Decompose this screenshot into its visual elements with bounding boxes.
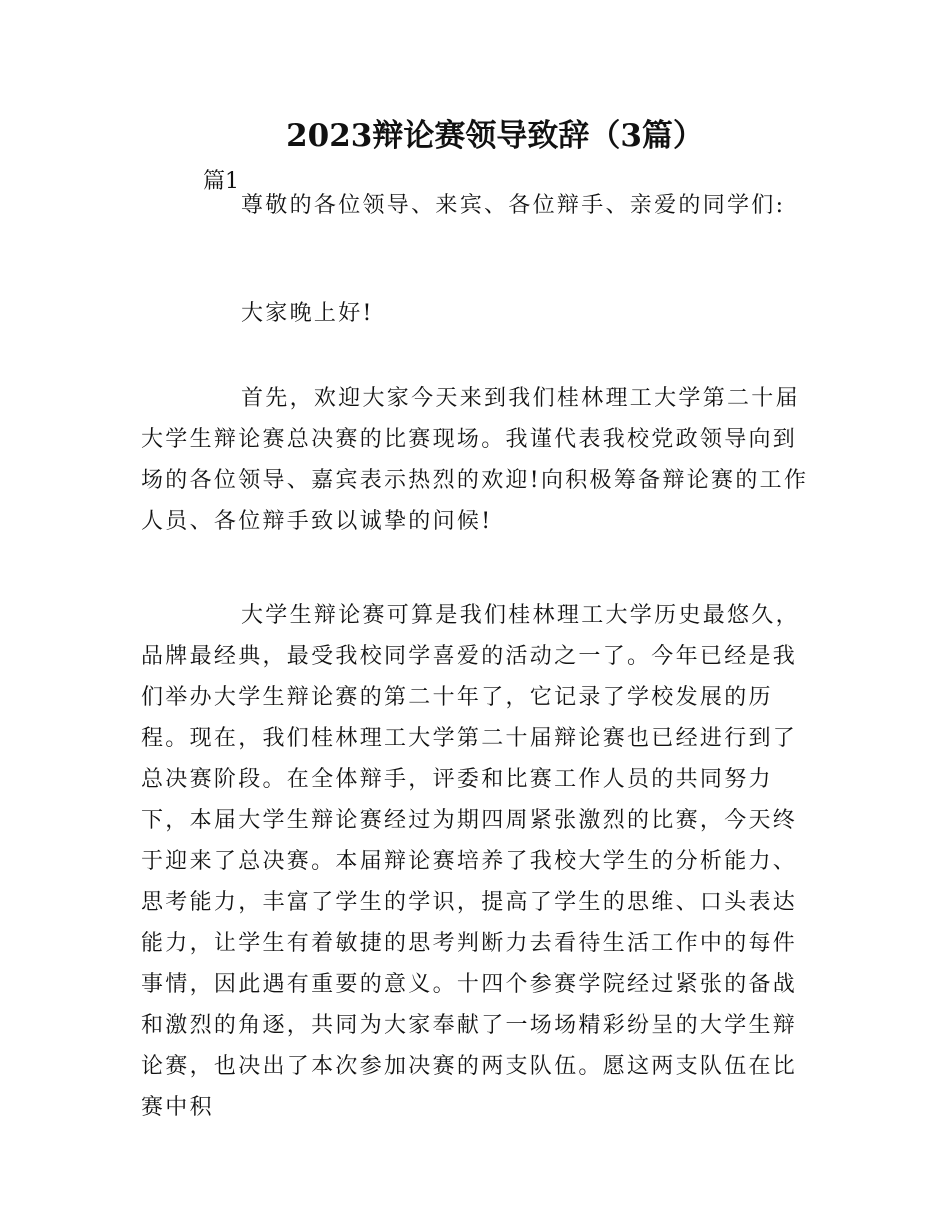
section-label: 篇1 — [203, 169, 239, 194]
paragraph-history: 大学生辩论赛可算是我们桂林理工大学历史最悠久，品牌最经典，最受我校同学喜爱的活动之一了。今年已经是我们举办大学生辩论赛的第二十年了，它记录了学校发展的历程。现在，我们桂林理工大学第二十届辩论赛也已经进行到了总决赛阶段。在全体辩手，评委和比赛工作人员的共同努力下，本届大学生辩论赛经过为期四周紧张激烈的比赛，今天终于迎来了总决赛。本届辩论赛培养了我校大学生的分析能力、思考能力，丰富了学生的学识，提高了学生的思维、口头表达能力，让学生有着敏捷的思考判断力去看待生活工作中的每件事情，因此遇有重要的意义。十四个参赛学院经过紧张的备战和激烈的角逐，共同为大家奉献了一场场精彩纷呈的大学生辩论赛，也决出了本次参加决赛的两支队伍。愿这两支队伍在比赛中积 — [141, 603, 800, 1120]
paragraph-hello: 大家晚上好! — [241, 301, 374, 326]
document-title: 2023辩论赛领导致辞（3篇） — [286, 118, 704, 154]
paragraph-greeting: 尊敬的各位领导、来宾、各位辩手、亲爱的同学们: — [241, 193, 786, 218]
paragraph-welcome: 首先，欢迎大家今天来到我们桂林理工大学第二十届大学生辩论赛总决赛的比赛现场。我谨代表我校党政领导向到场的各位领导、嘉宾表示热烈的欢迎!向积极筹备辩论赛的工作人员、各位辩手致以诚挚的问候! — [141, 386, 809, 534]
